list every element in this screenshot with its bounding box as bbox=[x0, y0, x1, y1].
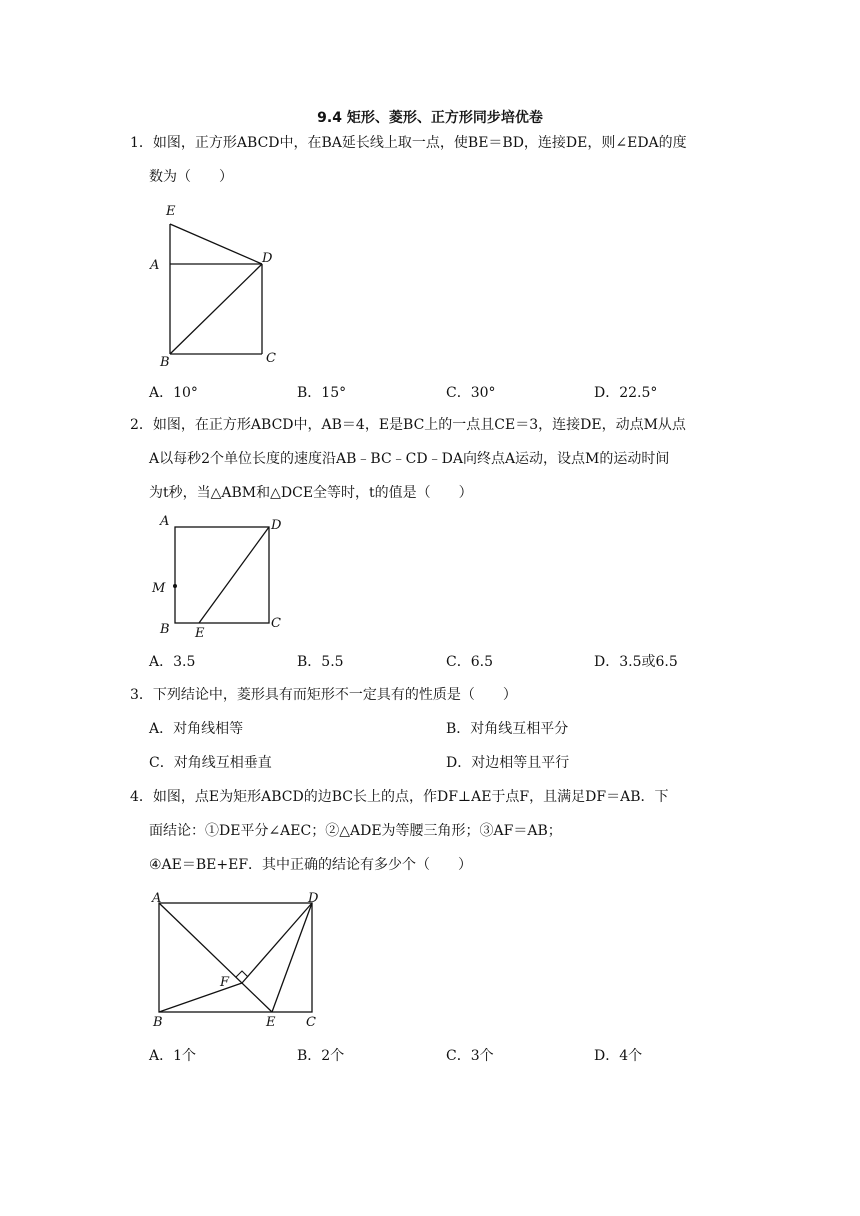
q2-label-d: D bbox=[271, 518, 282, 533]
q4-option-c: C．3个 bbox=[446, 1048, 494, 1064]
q4-label-b: B bbox=[153, 1015, 163, 1030]
q2-text-line1: 如图，在正方形ABCD中，AB＝4，E是BC上的一点且CE＝3，连接DE，动点M从点 bbox=[152, 417, 686, 433]
q1-label-a: A bbox=[150, 258, 160, 273]
q1-label-e: E bbox=[166, 204, 176, 219]
q2-option-a: A．3.5 bbox=[149, 654, 196, 670]
page-title: 9.4 矩形、菱形、正方形同步培优卷 bbox=[317, 110, 543, 126]
q1-option-c: C．30° bbox=[446, 385, 496, 401]
q4-label-e: E bbox=[266, 1015, 276, 1030]
q3-option-a: A．对角线相等 bbox=[149, 721, 244, 737]
q3-stem-line1 bbox=[130, 685, 517, 705]
q1-number: 1． bbox=[130, 135, 153, 151]
q2-option-d: D．3.5或6.5 bbox=[594, 654, 678, 670]
q3-text-line1: 下列结论中，菱形具有而矩形不一定具有的性质是（ ） bbox=[152, 687, 517, 703]
q2-label-c: C bbox=[271, 616, 281, 631]
q2-label-m: M bbox=[152, 581, 166, 596]
q2-label-e: E bbox=[195, 626, 205, 641]
q4-label-a: A bbox=[152, 891, 162, 906]
q1-label-b: B bbox=[160, 355, 170, 370]
q3-number: 3． bbox=[130, 687, 153, 703]
q3-option-b: B．对角线互相平分 bbox=[446, 721, 569, 737]
q2-number: 2． bbox=[130, 417, 153, 433]
q1-label-c: C bbox=[266, 351, 276, 366]
q2-text-line2: A以每秒2个单位长度的速度沿AB﹣BC﹣CD﹣DA向终点A运动，设点M的运动时间 bbox=[149, 451, 670, 467]
q1-option-b: B．15° bbox=[297, 385, 347, 401]
q2-label-b: B bbox=[160, 622, 170, 637]
q1-option-d: D．22.5° bbox=[594, 385, 658, 401]
q2-option-c: C．6.5 bbox=[446, 654, 493, 670]
q1-option-a: A．10° bbox=[149, 385, 198, 401]
q2-option-b: B．5.5 bbox=[297, 654, 344, 670]
q4-text-line3: ④AE＝BE+EF．其中正确的结论有多少个（ ） bbox=[149, 857, 473, 873]
q4-option-a: A．1个 bbox=[149, 1048, 197, 1064]
q1-stem-line1 bbox=[130, 133, 687, 153]
q3-option-d: D．对边相等且平行 bbox=[446, 755, 570, 771]
q4-option-d: D．4个 bbox=[594, 1048, 643, 1064]
q4-text-line2: 面结论：①DE平分∠AEC；②△ADE为等腰三角形；③AF＝AB； bbox=[149, 823, 562, 839]
q1-text-line2: 数为（ ） bbox=[149, 169, 233, 185]
q4-option-b: B．2个 bbox=[297, 1048, 345, 1064]
q4-label-f: F bbox=[220, 975, 230, 990]
q2-stem-line1 bbox=[130, 415, 686, 435]
q2-figure bbox=[150, 512, 290, 642]
q4-number: 4． bbox=[130, 789, 153, 805]
q1-figure bbox=[150, 200, 290, 370]
q4-text-line1: 如图，点E为矩形ABCD的边BC长上的点，作DF⊥AE于点F，且满足DF＝AB．下 bbox=[152, 789, 669, 805]
q1-label-d: D bbox=[262, 251, 273, 266]
q1-text-line1: 如图，正方形ABCD中，在BA延长线上取一点，使BE＝BD，连接DE，则∠EDA的度 bbox=[152, 135, 687, 151]
q4-label-c: C bbox=[306, 1015, 316, 1030]
q4-label-d: D bbox=[308, 891, 319, 906]
q4-stem-line1 bbox=[130, 787, 668, 807]
q2-text-line3: 为t秒，当△ABM和△DCE全等时，t的值是（ ） bbox=[149, 485, 473, 501]
q3-option-c: C．对角线互相垂直 bbox=[149, 755, 272, 771]
q2-label-a: A bbox=[160, 514, 170, 529]
q4-figure bbox=[148, 890, 338, 1040]
